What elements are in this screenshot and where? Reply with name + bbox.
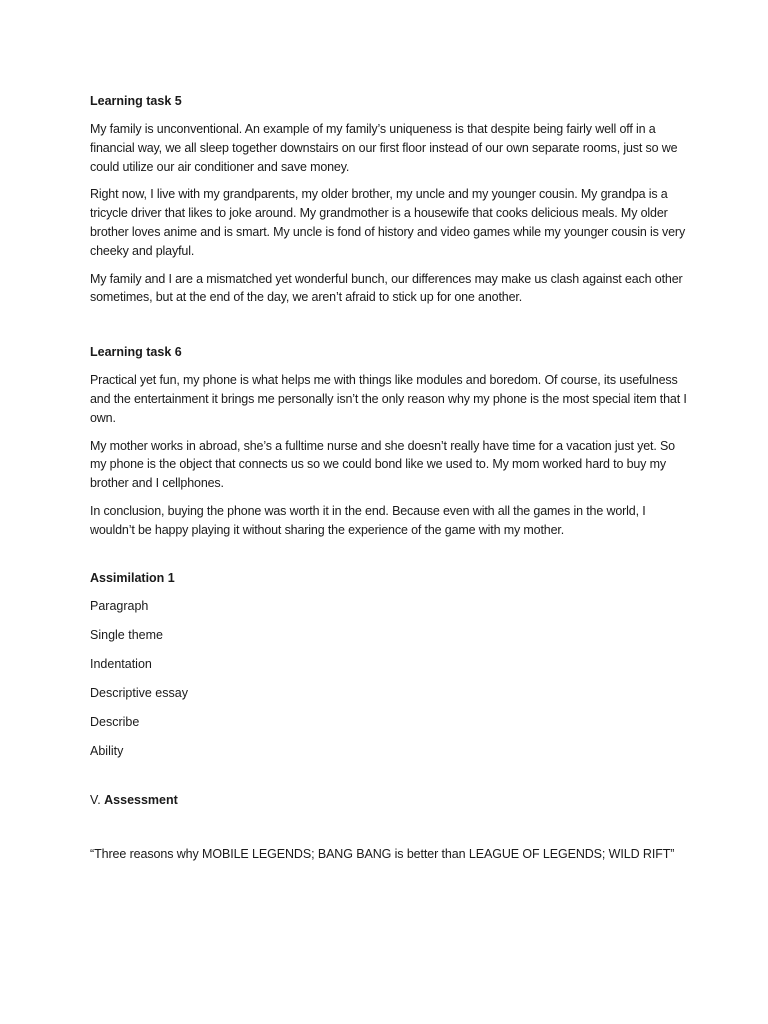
task6-paragraph-1: Practical yet fun, my phone is what helps me with things like modules and boredom. Of course, its usefulness and the entertainment it brings me personally isn’t the only reason why my phone is the most special item that I own.: [90, 373, 687, 425]
assessment-heading: [90, 791, 690, 810]
assessment-prompt: “Three reasons why MOBILE LEGENDS; BANG BANG is better than LEAGUE OF LEGENDS; WILD RIFT”: [90, 846, 675, 861]
section-spacer: [90, 810, 690, 845]
assessment-prefix: V.: [90, 792, 105, 807]
section-spacer: [90, 549, 690, 569]
task5-paragraph-3: My family and I are a mismatched yet wonderful bunch, our differences may make us clash against each other sometimes, but at the end of the day, we aren’t afraid to stick up for one another.: [90, 271, 683, 305]
task5-paragraph-1: My family is unconventional. An example of my family’s uniqueness is that despite being fairly well off in a financial way, we all sleep together downstairs on our first floor instead of our own separate rooms, just so we could utilize our air conditioner and save money.: [90, 122, 678, 174]
assimilation-heading: Assimilation 1: [90, 570, 175, 585]
assimilation-item-paragraph: Paragraph: [90, 598, 149, 613]
section-spacer: [90, 316, 690, 343]
document-body: [90, 92, 690, 864]
learning-task-5-heading: Learning task 5: [90, 94, 182, 108]
assimilation-item-ability: Ability: [90, 743, 124, 758]
task6-paragraph-3: In conclusion, buying the phone was worth it in the end. Because even with all the games in the world, I wouldn’t be happy playing it without sharing the experience of the game with my mother.: [90, 503, 646, 537]
assimilation-item-descriptive-essay: Descriptive essay: [90, 685, 188, 700]
assessment-label: Assessment: [104, 792, 178, 807]
assimilation-item-indentation: Indentation: [90, 656, 152, 671]
section-spacer: [90, 771, 690, 791]
assimilation-item-single-theme: Single theme: [90, 627, 163, 642]
assimilation-item-describe: Describe: [90, 714, 140, 729]
task5-paragraph-2: Right now, I live with my grandparents, my older brother, my uncle and my younger cousin. My grandpa is a tricycle driver that likes to joke around. My grandmother is a housewife that cooks delicious meals. My older brother loves anime and is smart. My uncle is fond of history and video games while my younger cousin is very cheeky and playful.: [90, 187, 686, 258]
learning-task-6-heading: Learning task 6: [90, 345, 182, 360]
task6-paragraph-2: My mother works in abroad, she’s a fulltime nurse and she doesn’t really have time for a vacation just yet. So my phone is the object that connects us so we could bond like we used to. My mom worked hard to buy my brother and I cellphones.: [90, 438, 675, 491]
